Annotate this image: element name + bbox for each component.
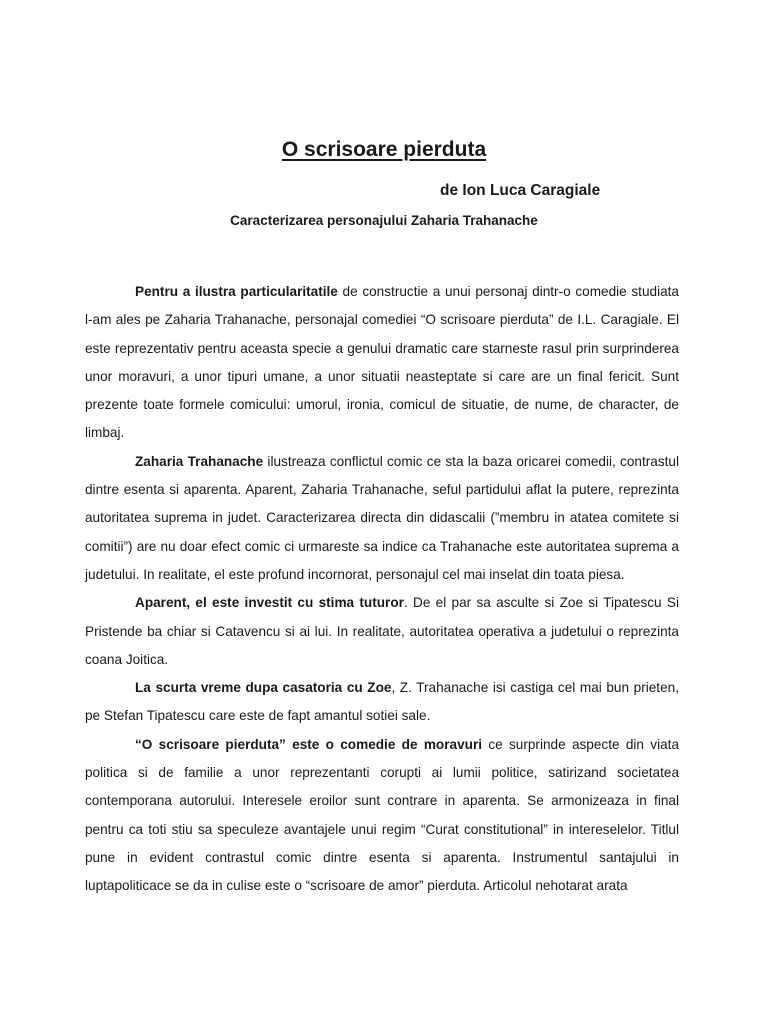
document-title: O scrisoare pierduta	[281, 138, 487, 161]
paragraph-lead: La scurta vreme dupa casatoria cu Zoe	[135, 680, 392, 696]
paragraph	[85, 731, 679, 901]
paragraph	[85, 674, 679, 731]
paragraph-lead: Pentru a ilustra particularitatile	[135, 284, 338, 299]
paragraph	[85, 448, 679, 589]
paragraph-lead: Zaharia Trahanache	[135, 453, 264, 469]
paragraph-lead: Aparent, el este investit cu stima tuturor	[135, 595, 404, 611]
paragraph-lead: “O scrisoare pierduta” este o comedie de moravuri	[135, 736, 483, 752]
paragraph-text: ce surprinde aspecte din viata politica si de familie a unor reprezentanti corupti ai lumii politice, satirizand societatea contemporana autorului. Interesele eroilor sunt contrare in aparenta. Se armonizeaza in final pentru ca toti stiu sa speculeze avantajele unui regim “Curat constitutional” in intereselelor. Titlul pune in evident contrastul comic dintre esenta si aparenta. Instrumentul santajului in luptapoliticace se da in culise este o “scrisoare de amor” pierduta. Articolul nehotarat arata	[85, 736, 680, 894]
paragraph-text: ilustreaza conflictul comic ce sta la baza oricarei comedii, contrastul dintre esenta si aparenta. Aparent, Zaharia Trahanache, seful partidului aflat la putere, reprezinta autoritatea suprema in judet. Caracterizarea directa din didascalii (”membru in atatea comitete si comitii”) are nu doar efect comic ci urmareste sa indice ca Trahanache este autoritatea suprema a judetului. In realitate, el este profund incornorat, personajul cel mai inselat din toata piesa.	[85, 453, 679, 582]
document-subtitle: Caracterizarea personajului Zaharia Trahanache	[230, 213, 538, 228]
paragraph	[85, 589, 679, 674]
paragraph-text: , Z. Trahanache isi castiga cel mai bun prieten, pe Stefan Tipatescu care este de fapt amantul sotiei sale.	[85, 680, 679, 724]
paragraph	[85, 278, 679, 448]
paragraph-text: de constructie a unui personaj dintr-o comedie studiata l-am ales pe Zaharia Trahanache, personajal comediei “O scrisoare pierduta” de I.L. Caragiale. El este reprezentativ pentru aceasta specie a genului dramatic care starneste rasul prin surprinderea unor moravuri, a unor tipuri umane, a unor situatii neasteptate si care are un final fericit. Sunt prezente toate formele comicului: umorul, ironia, comicul de situatie, de nume, de character, de limbaj.	[85, 284, 679, 441]
document-author: de Ion Luca Caragiale	[440, 182, 601, 199]
document-body	[85, 278, 679, 901]
paragraph-text: . De el par sa asculte si Zoe si Tipatescu Si Pristende ba chiar si Catavencu si ai lui. In realitate, autoritatea operativa a judetului o reprezinta coana Joitica.	[85, 595, 679, 667]
